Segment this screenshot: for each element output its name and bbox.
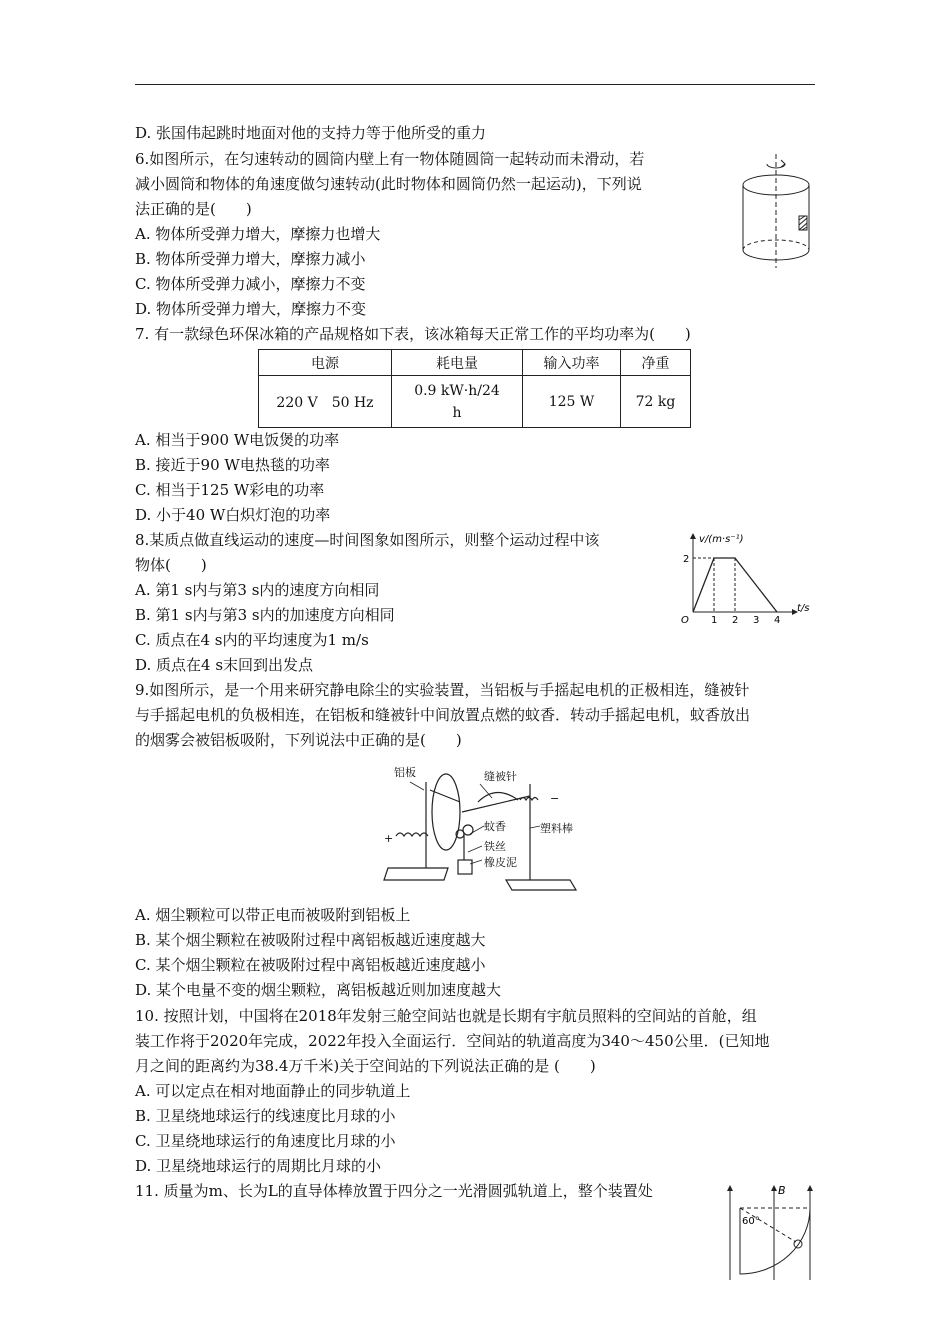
q10-option-c: C. 卫星绕地球运行的角速度比月球的小	[135, 1132, 396, 1150]
velocity-time-chart	[675, 528, 815, 628]
label-incense: 蚊香	[484, 820, 506, 833]
q9-stem-1: 9.如图所示，是一个用来研究静电除尘的实验装置，当铝板与手摇起电机的正极相连，缝被针	[135, 681, 750, 699]
y-axis-label: v/(m·s⁻¹)	[699, 534, 744, 545]
table-header: 净重	[621, 350, 691, 376]
table-header: 耗电量	[392, 350, 523, 376]
y-tick-label: 2	[683, 554, 690, 565]
x-tick-label: 3	[753, 615, 760, 626]
q8-option-c: C. 质点在4 s内的平均速度为1 m/s	[135, 631, 369, 649]
q9-option-d: D. 某个电量不变的烟尘颗粒，离铝板越近则加速度越大	[135, 981, 502, 999]
q8-stem-2: 物体( )	[135, 556, 207, 574]
q10-option-b: B. 卫星绕地球运行的线速度比月球的小	[135, 1107, 396, 1125]
table-header: 输入功率	[523, 350, 621, 376]
arc-track-figure	[720, 1180, 820, 1285]
q10-option-d: D. 卫星绕地球运行的周期比月球的小	[135, 1157, 382, 1175]
table-cell	[392, 376, 523, 428]
x-axis-label: t/s	[797, 603, 810, 614]
q6-stem-3: 法正确的是( )	[135, 200, 252, 218]
label-negative: −	[550, 792, 560, 805]
q9-stem-3: 的烟雾会被铝板吸附，下列说法中正确的是( )	[135, 731, 462, 749]
x-tick-label: 1	[711, 615, 718, 626]
aluminum-plate	[432, 774, 460, 850]
q6-option-d: D. 物体所受弹力增大，摩擦力不变	[135, 300, 367, 318]
q8-stem-1: 8.某质点做直线运动的速度—时间图象如图所示，则整个运动过程中该	[135, 531, 600, 549]
conductor-rod	[794, 1240, 802, 1248]
label-positive: +	[384, 832, 394, 845]
label-aluminum-plate: 铝板	[394, 766, 416, 779]
q8-option-b: B. 第1 s内与第3 s内的加速度方向相同	[135, 606, 395, 624]
q9-option-a: A. 烟尘颗粒可以带正电而被吸附到铝板上	[135, 906, 411, 924]
q7-option-c: C. 相当于125 W彩电的功率	[135, 481, 325, 499]
q10-option-a: A. 可以定点在相对地面静止的同步轨道上	[135, 1082, 411, 1100]
q7-option-a: A. 相当于900 W电饭煲的功率	[135, 431, 340, 449]
table-cell-line: 0.9 kW·h/24	[414, 382, 500, 399]
table-cell: 125 W	[523, 376, 621, 428]
q7-option-b: B. 接近于90 W电热毯的功率	[135, 456, 330, 474]
q6-option-c: C. 物体所受弹力减小，摩擦力不变	[135, 275, 366, 293]
q10-stem-1: 10. 按照计划，中国将在2018年发射三舱空间站也就是长期有宇航员照料的空间站的首舱，组	[135, 1007, 757, 1025]
right-stand-base	[506, 880, 576, 890]
q9-stem-2: 与手摇起电机的负极相连，在铝板和缝被针中间放置点燃的蚊香．转动手摇起电机，蚊香放出	[135, 706, 751, 724]
table-cell: 220 V 50 Hz	[259, 376, 392, 428]
q9-option-c: C. 某个烟尘颗粒在被吸附过程中离铝板越近速度越小	[135, 956, 486, 974]
q10-stem-2: 装工作将于2020年完成，2022年投入全面运行．空间站的轨道高度为340～450公里．(已知地	[135, 1032, 770, 1050]
clay-block	[458, 860, 472, 874]
label-angle: 60°	[742, 1216, 760, 1227]
q6-option-b: B. 物体所受弹力增大，摩擦力减小	[135, 250, 366, 268]
header-rule	[135, 84, 815, 85]
label-plastic-rod: 塑料棒	[540, 822, 573, 835]
rotating-cylinder-figure	[735, 150, 820, 270]
label-needle: 缝被针	[484, 770, 517, 783]
q9-option-b: B. 某个烟尘颗粒在被吸附过程中离铝板越近速度越大	[135, 931, 486, 949]
q6-option-a: A. 物体所受弹力增大，摩擦力也增大	[135, 225, 381, 243]
table-cell-line: h	[452, 404, 462, 421]
label-b-field: B	[778, 1184, 786, 1197]
x-tick-label: 2	[732, 615, 739, 626]
q5-option-d: D. 张国伟起跳时地面对他的支持力等于他所受的重力	[135, 124, 487, 142]
q8-option-d: D. 质点在4 s末回到出发点	[135, 656, 314, 674]
q11-stem: 11. 质量为m、长为L的直导体棒放置于四分之一光滑圆弧轨道上，整个装置处	[135, 1182, 653, 1200]
q8-option-a: A. 第1 s内与第3 s内的速度方向相同	[135, 581, 380, 599]
q7-option-d: D. 小于40 W白炽灯泡的功率	[135, 506, 331, 524]
electrostatic-precipitator-figure	[370, 760, 585, 895]
q7-stem: 7. 有一款绿色环保冰箱的产品规格如下表，该冰箱每天正常工作的平均功率为( )	[135, 325, 691, 343]
label-iron-wire: 铁丝	[484, 840, 506, 853]
x-tick-label: O	[681, 615, 689, 626]
q10-stem-3: 月之间的距离约为38.4万千米)关于空间站的下列说法正确的是 ( )	[135, 1057, 596, 1075]
q6-stem-1: 6.如图所示，在匀速转动的圆筒内壁上有一物体随圆筒一起转动而未滑动，若	[135, 150, 645, 168]
label-clay: 橡皮泥	[484, 856, 517, 869]
spec-table	[258, 349, 691, 428]
left-stand-base	[384, 868, 448, 880]
q6-stem-2: 减小圆筒和物体的角速度做匀速转动(此时物体和圆筒仍然一起运动)，下列说	[135, 175, 642, 193]
x-tick-label: 4	[774, 615, 781, 626]
table-header: 电源	[259, 350, 392, 376]
table-cell: 72 kg	[621, 376, 691, 428]
